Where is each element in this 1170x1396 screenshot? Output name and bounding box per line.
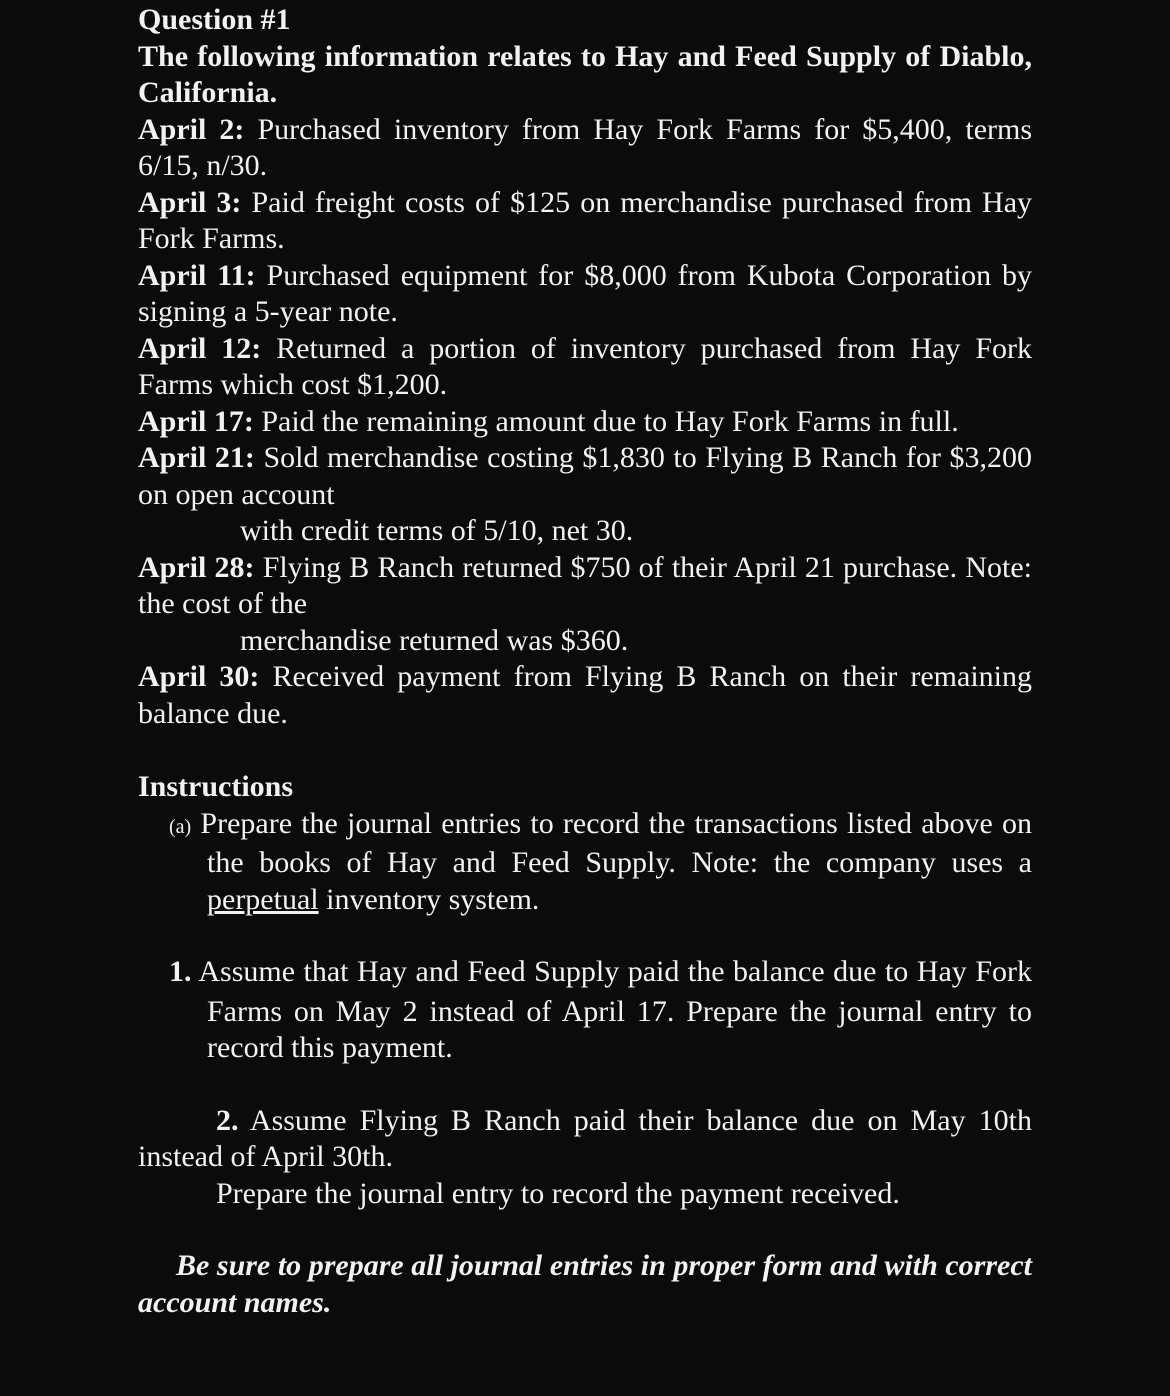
- transaction-text: Purchased inventory from Hay Fork Farms for $5,400, terms 6/15, n/30.: [138, 112, 1033, 182]
- transaction-item: [138, 185, 1032, 258]
- transaction-date: April 11:: [138, 258, 256, 292]
- instruction-a-label: (a): [169, 815, 192, 838]
- transaction-date: April 21:: [138, 441, 255, 474]
- underlined-term: perpetual: [207, 882, 319, 916]
- instruction-b2: 2. Assume Flying B Ranch paid their balance due on May 10th instead of April 30th.: [138, 1103, 1032, 1173]
- transaction-text: Purchased equipment for $8,000 from Kubota Corporation by signing a 5-year note.: [138, 258, 1032, 328]
- transaction-item: [138, 659, 1032, 732]
- transaction-item: [138, 404, 1032, 441]
- transaction-text: Paid freight costs of $125 on merchandise purchased from Hay Fork Farms.: [138, 185, 1033, 255]
- transaction-item: [138, 440, 1032, 513]
- instruction-b2-line2: Prepare the journal entry to record the payment received.: [216, 1176, 900, 1210]
- instruction-b1: 1. Assume that Hay and Feed Supply paid the balance due to Hay Fork Farms on May 2 instead of April 17. Prepare the journal entry to record this payment.: [169, 955, 1032, 1064]
- transaction-continuation: with credit terms of 5/10, net 30.: [240, 514, 634, 547]
- transaction-text: Received payment from Flying B Ranch on their remaining balance due.: [138, 660, 1033, 730]
- document-page: [138, 2, 1032, 1321]
- transaction-date: April 30:: [138, 660, 260, 693]
- transaction-date: April 12:: [138, 331, 262, 365]
- transaction-date: April 3:: [138, 185, 242, 219]
- transaction-item: [138, 112, 1032, 185]
- instruction-a: (a) Prepare the journal entries to record the transactions listed above on the books of Hay and Feed Supply. Note: the company uses a perpetual inventory system.: [169, 806, 1033, 916]
- transaction-continuation: merchandise returned was $360.: [240, 623, 629, 657]
- transaction-text: Flying B Ranch returned $750 of their April 21 purchase. Note: the cost of the: [138, 550, 1033, 620]
- question-intro: The following information relates to Hay and Feed Supply of Diablo, California.: [138, 39, 1032, 109]
- transaction-date: April 28:: [138, 550, 255, 584]
- transaction-item: [138, 331, 1032, 404]
- transaction-text: Returned a portion of inventory purchased from Hay Fork Farms which cost $1,200.: [138, 331, 1032, 401]
- closing-note: Be sure to prepare all journal entries in proper form and with correct account names.: [138, 1249, 1032, 1319]
- transaction-text: Sold merchandise costing $1,830 to Flying B Ranch for $3,200 on open account: [138, 441, 1033, 511]
- transaction-date: April 17:: [138, 404, 254, 438]
- transaction-date: April 2:: [138, 112, 245, 146]
- transaction-item: [138, 550, 1032, 623]
- instructions-heading: Instructions: [138, 770, 294, 803]
- question-title: Question #1: [138, 3, 291, 36]
- transaction-text: Paid the remaining amount due to Hay Fork Farms in full.: [261, 404, 959, 438]
- transaction-item: [138, 258, 1032, 331]
